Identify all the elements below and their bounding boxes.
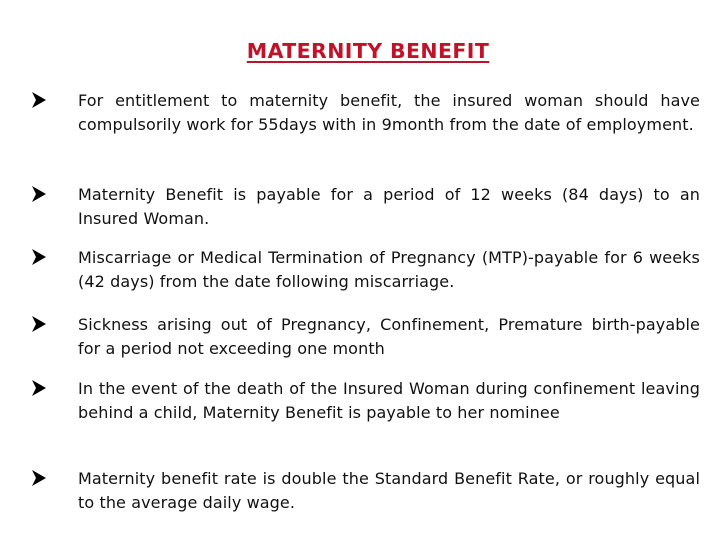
arrow-bullet-icon [31, 247, 47, 267]
bullet-text: In the event of the death of the Insured Woman during confinement leaving behind a child, Maternity Benefit is payable to her nominee [78, 379, 700, 422]
arrow-bullet-icon [31, 378, 47, 398]
bullet-text: Maternity Benefit is payable for a period of 12 weeks (84 days) to an Insured Woman. [78, 185, 700, 228]
arrow-bullet-icon [31, 314, 47, 334]
page-title-text: MATERNITY BENEFIT [246, 39, 490, 63]
arrow-bullet-icon [31, 90, 47, 110]
arrow-bullet-icon [31, 468, 47, 488]
bullet-text: For entitlement to maternity benefit, the insured woman should have compulsorily work for 55days with in 9month from the date of employment. [78, 91, 700, 134]
page-title [0, 39, 728, 63]
bullet-text: Maternity benefit rate is double the Standard Benefit Rate, or roughly equal to the average daily wage. [78, 469, 700, 512]
bullet-text: Sickness arising out of Pregnancy, Confinement, Premature birth-payable for a period not exceeding one month [78, 315, 700, 358]
bullet-text: Miscarriage or Medical Termination of Pregnancy (MTP)-payable for 6 weeks (42 days) from the date following miscarriage. [78, 248, 700, 291]
arrow-bullet-icon [31, 184, 47, 204]
